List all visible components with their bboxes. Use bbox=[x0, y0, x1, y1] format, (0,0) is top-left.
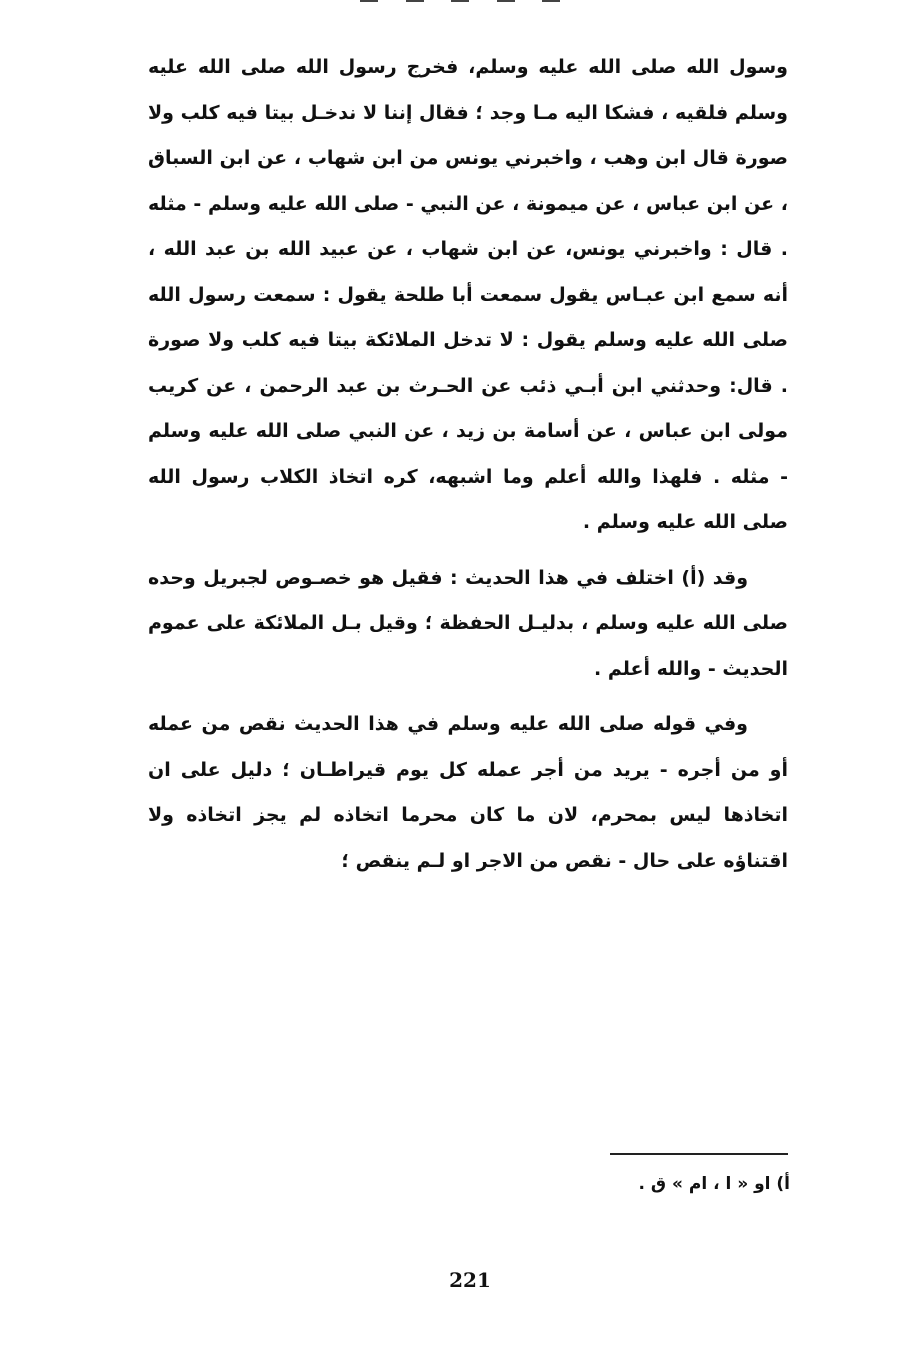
page-number: 221 bbox=[449, 1268, 491, 1292]
paragraph-1: وسول الله صلى الله عليه وسلم، فخرج رسول الله صلى الله عليه وسلم فلقيه ، فشكا اليه مـا وجد ؛ فقال إننا لا ندخـل بيتا فيه كلب ولا صورة قال ابن وهب ، واخبرني يونس من ابن شهاب ، عن ابن السباق ، عن ابن عباس ، عن ميمونة ، عن النبي - صلى الله عليه وسلم - مثله . قال : واخبرني يونس، عن ابن شهاب ، عن عبيد الله بن عبد الله ، أنه سمع ابن عبـاس يقول سمعت أبا طلحة يقول : سمعت رسول الله صلى الله عليه وسلم يقول : لا تدخل الملائكة بيتا فيه كلب ولا صورة . قال: وحدثني ابن أبـي ذئب عن الحـرث بن عبد الرحمن ، عن كريب مولى ابن عباس ، عن أسامة بن زيد ، عن النبي صلى الله عليه وسلم - مثله . فلهذا والله أعلم وما اشبهه، كره اتخاذ الكلاب رسول الله صلى الله عليه وسلم . bbox=[148, 56, 788, 533]
paragraph-3: وفي قوله صلى الله عليه وسلم في هذا الحديث نقص من عمله أو من أجره - يريد من أجر عمله كل يوم قيراطـان ؛ دليل على ان اتخاذها ليس بمحرم، لان ما كان محرما اتخاذه لم يجز اتخاذه ولا اقتناؤه على حال - نقص من الاجر او لـم ينقص ؛ bbox=[148, 713, 788, 872]
main-text bbox=[148, 45, 788, 884]
top-mark bbox=[451, 0, 469, 2]
top-mark bbox=[360, 0, 378, 2]
footnote: أ) او « ا ، ام » ق . bbox=[638, 1174, 790, 1194]
top-mark bbox=[542, 0, 560, 2]
top-edge-marks bbox=[360, 0, 560, 4]
paragraph-2: وقد (أ) اختلف في هذا الحديث : فقيل هو خصـوص لجبريل وحده صلى الله عليه وسلم ، بدليـل الحفظة ؛ وقيل بـل الملائكة على عموم الحديث - والله أعلم . bbox=[148, 566, 788, 680]
top-mark bbox=[497, 0, 515, 2]
top-mark bbox=[406, 0, 424, 2]
footnote-divider bbox=[610, 1153, 788, 1155]
